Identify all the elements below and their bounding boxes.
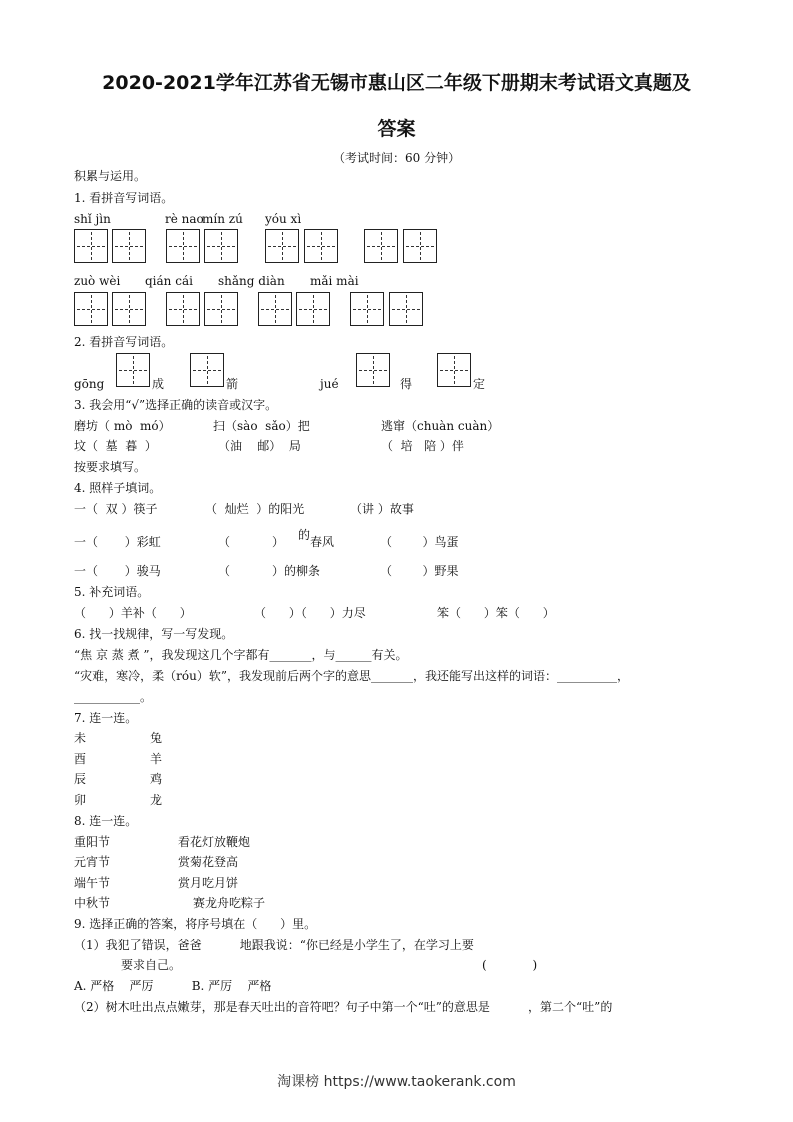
- q4-blank: （ ）: [218, 535, 284, 549]
- q2-char: 成: [152, 377, 165, 391]
- writing-grid-box[interactable]: [204, 292, 238, 326]
- writing-grid-box[interactable]: [304, 229, 338, 263]
- q4-blank: 一（ ）骏马: [74, 564, 161, 578]
- writing-grid-box[interactable]: [389, 292, 423, 326]
- q4-example: （讲 ）故事: [350, 502, 414, 516]
- writing-grid-box[interactable]: [112, 229, 146, 263]
- match-left-item: 未: [74, 731, 87, 745]
- page-title-line2: 答案: [377, 118, 416, 140]
- q9-sub1: 要求自己。: [121, 958, 182, 972]
- writing-grid-box[interactable]: [296, 292, 330, 326]
- q8-prompt: 8. 连一连。: [74, 814, 138, 828]
- q2-prompt: 2. 看拼音写词语。: [74, 335, 174, 349]
- q5-prompt: 5. 补充词语。: [74, 585, 150, 599]
- pinyin-label: shǐ jìn: [74, 212, 111, 226]
- q2-char: 定: [473, 377, 486, 391]
- q5-idiom: （ ）羊补（ ）: [74, 606, 192, 620]
- match-right-item: 鸡: [150, 772, 163, 786]
- writing-grid-box[interactable]: [112, 292, 146, 326]
- match-left-item: 卯: [74, 793, 87, 807]
- writing-grid-box[interactable]: [364, 229, 398, 263]
- writing-grid-box[interactable]: [74, 229, 108, 263]
- match-left-item: 中秋节: [74, 896, 111, 910]
- q4-blank: （ ）野果: [380, 564, 459, 578]
- q3-prompt: 3. 我会用“√”选择正确的读音或汉字。: [74, 398, 278, 412]
- match-right-item: 看花灯放鞭炮: [178, 835, 251, 849]
- match-left-item: 重阳节: [74, 835, 111, 849]
- q7-prompt: 7. 连一连。: [74, 711, 138, 725]
- match-right-item: 赏月吃月饼: [178, 876, 239, 890]
- footer-watermark[interactable]: 淘课榜 https://www.taokerank.com: [277, 1074, 516, 1090]
- q2-char: 箭: [226, 377, 239, 391]
- pinyin-label: qián cái: [145, 274, 193, 288]
- writing-grid-box[interactable]: [258, 292, 292, 326]
- q2-pinyin: gōng: [74, 377, 105, 391]
- writing-grid-box[interactable]: [437, 353, 471, 387]
- writing-grid-box[interactable]: [116, 353, 150, 387]
- writing-grid-box[interactable]: [403, 229, 437, 263]
- q3-item: 磨坊（ mò mó）: [74, 419, 171, 433]
- pinyin-label: rè nao: [165, 212, 204, 226]
- exam-time: （考试时间：60 分钟）: [333, 151, 461, 165]
- instruction-note: 按要求填写。: [74, 460, 147, 474]
- pinyin-label: mín zú: [202, 212, 243, 226]
- q4-example: 一（ 双 ）筷子: [74, 502, 158, 516]
- q4-blank: （ ）鸟蛋: [380, 535, 459, 549]
- q3-item: 逃窜（chuàn cuàn）: [381, 419, 500, 433]
- match-left-item: 酉: [74, 752, 87, 766]
- q6-line: “焦 京 蒸 煮 ”，我发现这几个字都有_______，与______有关。: [74, 648, 408, 662]
- section-label: 积累与运用。: [74, 169, 147, 183]
- q9-options: A. 严格 严厉 B. 严厉 严格: [74, 979, 272, 993]
- q3-item: （ 培 陪 ）伴: [381, 439, 464, 453]
- q1-prompt: 1. 看拼音写词语。: [74, 191, 174, 205]
- writing-grid-box[interactable]: [166, 292, 200, 326]
- pinyin-label: zuò wèi: [74, 274, 121, 288]
- match-left-item: 端午节: [74, 876, 111, 890]
- q9-prompt: 9. 选择正确的答案，将序号填在（ ）里。: [74, 917, 317, 931]
- match-left-item: 元宵节: [74, 855, 111, 869]
- q2-char: 得: [400, 377, 413, 391]
- writing-grid-box[interactable]: [204, 229, 238, 263]
- q4-blank: 的: [298, 528, 311, 542]
- pinyin-label: yóu xì: [265, 212, 302, 226]
- q2-pinyin: jué: [320, 377, 339, 391]
- q6-line: ___________。: [74, 690, 153, 704]
- q4-prompt: 4. 照样子填词。: [74, 481, 162, 495]
- q9-sub1: （1）我犯了错误，爸爸 地跟我说：“你已经是小学生了，在学习上要: [74, 938, 474, 952]
- match-right-item: 羊: [150, 752, 163, 766]
- q9-sub2: （2）树木吐出点点嫩芽，那是春天吐出的音符吧？句子中第一个“吐”的意思是 ，第二个“吐”的: [74, 1000, 613, 1014]
- q3-item: 扫（sào sǎo）把: [213, 419, 310, 433]
- q6-line: “灾难，寒冷，柔（róu）软”，我发现前后两个字的意思_______，我还能写出这样的词语：__________，: [74, 669, 629, 683]
- writing-grid-box[interactable]: [166, 229, 200, 263]
- q4-blank: 一（ ）彩虹: [74, 535, 161, 549]
- q5-idiom: （ ）（ ）力尽: [254, 606, 366, 620]
- writing-grid-box[interactable]: [350, 292, 384, 326]
- writing-grid-box[interactable]: [74, 292, 108, 326]
- q4-blank: （ ）的柳条: [218, 564, 320, 578]
- match-right-item: 龙: [150, 793, 163, 807]
- q3-item: 坟（ 墓 暮 ）: [74, 439, 157, 453]
- page-title-line1: 2020-2021学年江苏省无锡市惠山区二年级下册期末考试语文真题及: [102, 72, 691, 94]
- writing-grid-box[interactable]: [265, 229, 299, 263]
- q5-idiom: 笨（ ）笨（ ）: [437, 606, 555, 620]
- match-right-item: 赛龙舟吃粽子: [193, 896, 266, 910]
- writing-grid-box[interactable]: [190, 353, 224, 387]
- match-left-item: 辰: [74, 772, 87, 786]
- match-right-item: 兔: [150, 731, 163, 745]
- match-right-item: 赏菊花登高: [178, 855, 239, 869]
- pinyin-label: mǎi mài: [310, 274, 359, 288]
- q3-item: （油 邮） 局: [218, 439, 301, 453]
- answer-paren[interactable]: ( ): [482, 958, 538, 972]
- q4-example: （ 灿烂 ）的阳光: [205, 502, 305, 516]
- pinyin-label: shǎng diàn: [218, 274, 285, 288]
- q6-prompt: 6. 找一找规律，写一写发现。: [74, 627, 234, 641]
- writing-grid-box[interactable]: [356, 353, 390, 387]
- q4-blank: 春风: [310, 535, 335, 549]
